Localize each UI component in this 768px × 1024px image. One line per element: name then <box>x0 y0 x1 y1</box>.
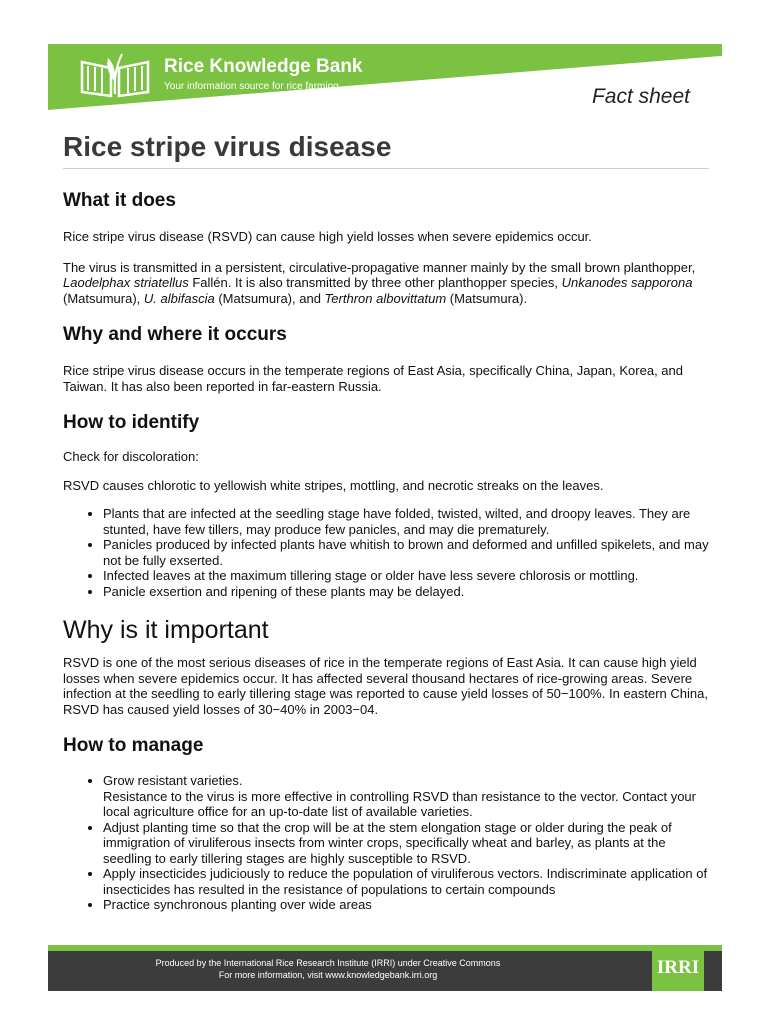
text-span: Fallén. It is also transmitted by three other planthopper species, <box>188 275 562 290</box>
page-title: Rice stripe virus disease <box>63 128 709 169</box>
list-item <box>103 773 709 820</box>
heading-how-to-identify: How to identify <box>63 412 200 433</box>
paragraph-identify-2: RSVD causes chlorotic to yellowish white stripes, mottling, and necrotic streaks on the leaves. <box>63 477 604 493</box>
document-body <box>63 128 709 913</box>
book-logo-icon <box>78 52 152 98</box>
species-name: U. albifascia <box>143 290 215 306</box>
fact-sheet-label: Fact sheet <box>591 85 690 108</box>
list-item: • Infected leaves at the maximum tillering stage or older have less severe chlorosis or mottling. <box>103 568 709 584</box>
heading-what-it-does: What it does <box>63 190 176 211</box>
list-item-body: Resistance to the virus is more effective in controlling RSVD than resistance to the vector. Contact your local agriculture office for an up-to-date list of available varieties. <box>103 788 696 819</box>
text-span: (Matsumura), and <box>214 290 325 306</box>
list-item-title: Grow resistant varieties. <box>103 773 243 788</box>
list-item: • Practice synchronous planting over wide areas <box>103 897 709 913</box>
manage-list <box>63 773 709 913</box>
paragraph-important-1: RSVD is one of the most serious diseases of rice in the temperate regions of East Asia. It can cause high yield losses when severe epidemics occur. It has affected several thousand hectares of rice-growing areas. Severe infection at the seedling to early tillering stage was reported to cause yield losses of 50−100%. In eastern China, RSVD has caused yield losses of 30−40% in 2003−04. <box>63 655 708 717</box>
list-item: • Apply insecticides judiciously to reduce the population of viruliferous vectors. Indiscriminate application of insecticides has resulted in the resistance of populations to certain compounds <box>103 866 709 897</box>
footer-bar <box>48 945 722 991</box>
text-span: The virus is transmitted in a persistent, circulative-propagative manner mainly by the small brown planthopper, <box>63 259 696 275</box>
list-item: • Plants that are infected at the seedling stage have folded, twisted, wilted, and droopy leaves. They are stunted, have few tillers, may produce few panicles, and may die prematurely. <box>103 506 709 537</box>
text-span: (Matsumura). <box>446 290 528 306</box>
paragraph-what-1: Rice stripe virus disease (RSVD) can cause high yield losses when severe epidemics occur. <box>63 229 592 244</box>
species-name: Terthron albovittatum <box>324 290 447 306</box>
text-span: (Matsumura), <box>63 290 144 306</box>
header-banner <box>48 44 722 116</box>
species-name: Unkanodes sapporona <box>561 275 693 290</box>
paragraph-what-2 <box>63 260 709 307</box>
paragraph-identify-1: Check for discoloration: <box>63 449 199 464</box>
paragraph-where-1: Rice stripe virus disease occurs in the temperate regions of East Asia, specifically China, Japan, Korea, and Taiwan. It has also been reported in far-eastern Russia. <box>63 363 683 394</box>
footer-link-text: For more information, visit www.knowledgebank.irri.org <box>218 970 438 980</box>
species-name: Laodelphax striatellus <box>63 275 189 290</box>
heading-why-where: Why and where it occurs <box>63 324 287 345</box>
irri-logo: IRRI <box>652 945 704 991</box>
list-item: • Panicle exsertion and ripening of these plants may be delayed. <box>103 584 709 600</box>
heading-why-important: Why is it important <box>63 616 269 644</box>
footer-credit: Produced by the International Rice Research Institute (IRRI) under Creative Commons <box>155 958 501 968</box>
brand-tagline: Your information source for rice farming <box>164 81 339 92</box>
list-item: • Panicles produced by infected plants have whitish to brown and deformed and unfilled spikelets, and may not be fully exserted. <box>103 537 709 568</box>
brand-name: Rice Knowledge Bank <box>164 56 363 77</box>
list-item: • Adjust planting time so that the crop will be at the stem elongation stage or older during the peak of immigration of viruliferous insects from winter crops, specifically wheat and barley, as plants at the seedling to early tillering stages are highly susceptible to RSVD. <box>103 820 709 867</box>
identify-list <box>63 506 709 599</box>
heading-how-to-manage: How to manage <box>63 735 204 756</box>
